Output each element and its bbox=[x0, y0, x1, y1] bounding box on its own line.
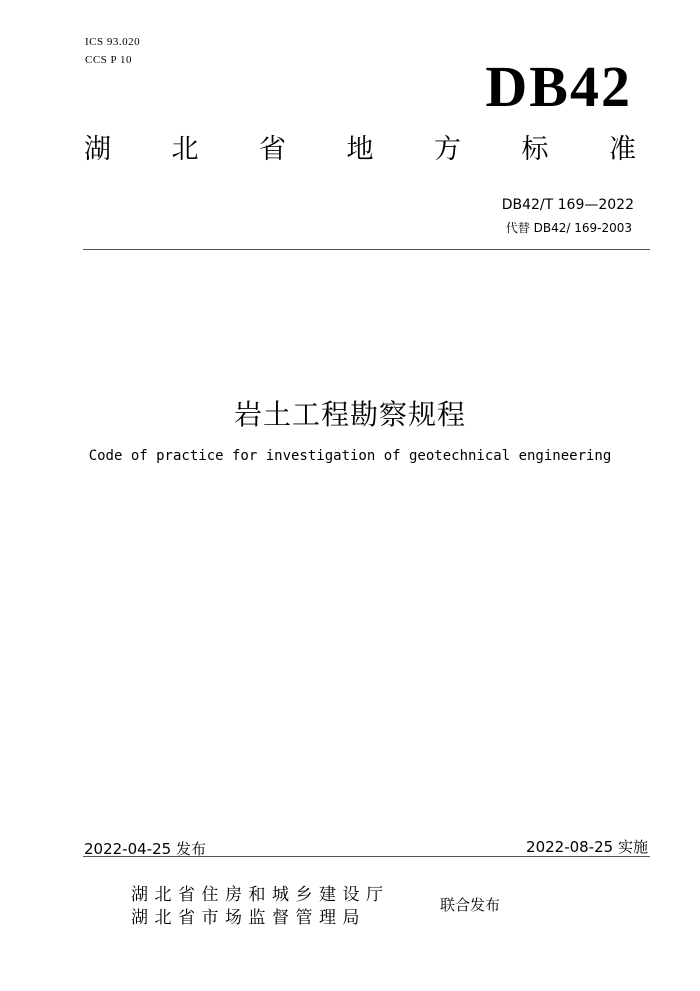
issue-date: 2022-04-25 发布 bbox=[84, 840, 206, 858]
standard-type-char: 地 bbox=[346, 134, 374, 165]
header-divider bbox=[83, 249, 650, 250]
issuer-name: 湖北省市场监督管理局 bbox=[131, 908, 366, 928]
standard-number: DB42/T 169—2022 bbox=[501, 197, 634, 213]
document-title-english: Code of practice for investigation of geotechnical engineering bbox=[88, 448, 612, 464]
standard-type-char: 准 bbox=[609, 134, 636, 165]
standard-type-char: 省 bbox=[259, 134, 286, 165]
ccs-code: CCS P 10 bbox=[85, 54, 133, 66]
joint-release-label: 联合发布 bbox=[440, 896, 501, 914]
standard-type-char: 湖 bbox=[84, 134, 111, 165]
issuer-name: 湖北省住房和城乡建设厅 bbox=[131, 885, 390, 905]
standard-logo: DB42 bbox=[485, 54, 632, 119]
standard-type-char: 标 bbox=[521, 134, 549, 165]
footer-divider bbox=[83, 856, 650, 857]
document-title: 岩土工程勘察规程 bbox=[233, 398, 466, 431]
replaces-note: 代替 DB42/ 169-2003 bbox=[505, 221, 632, 235]
standard-type-char: 方 bbox=[434, 134, 461, 165]
implementation-date: 2022-08-25 实施 bbox=[526, 838, 648, 856]
standard-type bbox=[84, 136, 636, 163]
ics-code: ICS 93.020 bbox=[85, 36, 141, 48]
standard-type-char: 北 bbox=[171, 134, 199, 165]
